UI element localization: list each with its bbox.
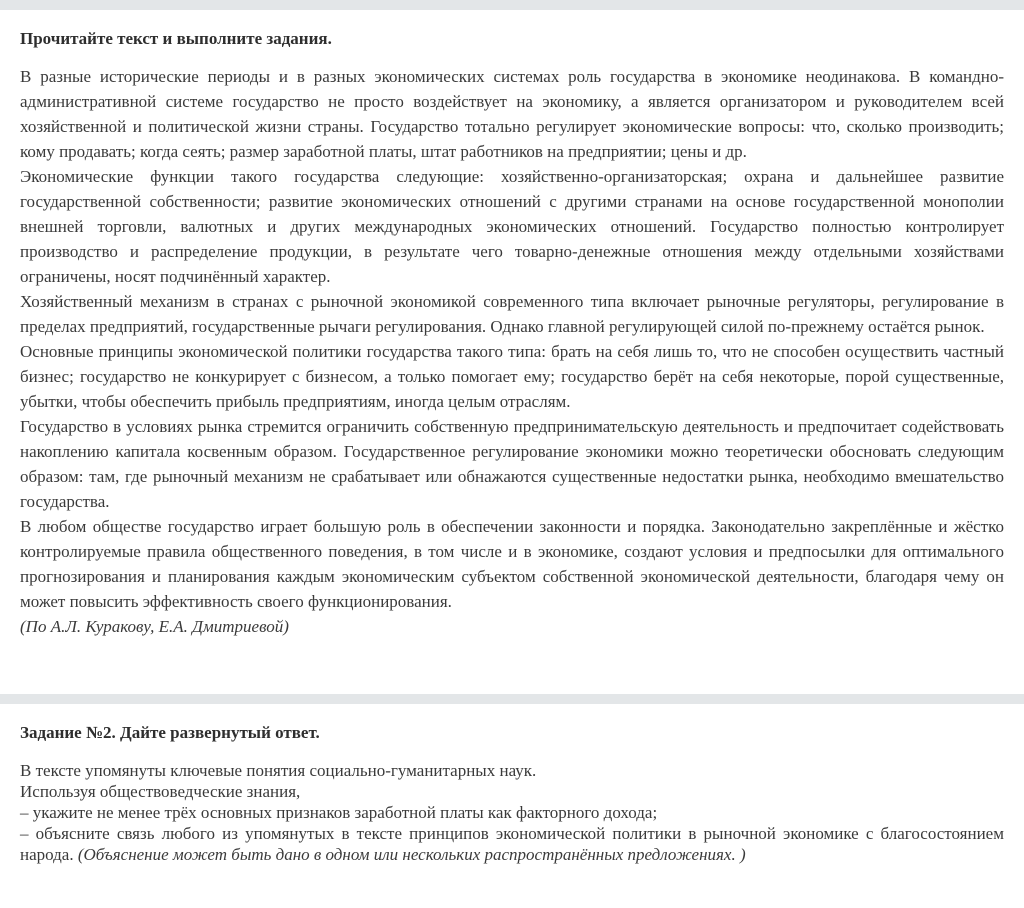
text-paragraph: Государство в условиях рынка стремится ограничить собственную предпринимательскую деятельность и предпочитает содействовать накоплению капитала косвенным образом. Государственное регулирование экономики можно теоретически обосновать следующим образом: там, где рыночный механизм не срабатывает или обнажаются существенные недостатки рынка, необходимо вмешательство государства. (20, 417, 1004, 511)
task-line: Используя обществоведческие знания, (20, 782, 301, 801)
reading-text-section (0, 10, 1024, 694)
top-divider (0, 0, 1024, 10)
task-bullet: – укажите не менее трёх основных признаков заработной платы как факторного дохода; (20, 803, 658, 822)
task-bullet-text: – объясните связь любого из упомянутых в тексте принципов экономической политики в рыночной экономике с благосостоянием народа. (20, 824, 1004, 864)
text-paragraph: В разные исторические периоды и в разных экономических системах роль государства в экономике неодинакова. В командно-административной системе государство не просто воздействует на экономику, а является организатором и руководителем всей хозяйственной и политической жизни страны. Государство тотально регулирует экономические вопросы: что, сколько производить; кому продавать; когда сеять; размер заработной платы, штат работников на предприятии; цены и др. (20, 67, 1004, 161)
task-title: Задание №2. Дайте развернутый ответ. (20, 723, 320, 742)
task-bullet (20, 823, 1004, 865)
text-paragraph: Хозяйственный механизм в странах с рыночной экономикой современного типа включает рыночные регуляторы, регулирование в пределах предприятий, государственные рычаги регулирования. Однако главной регулирующей силой по-прежнему остаётся рынок. (20, 292, 1004, 336)
section-divider (0, 694, 1024, 704)
text-paragraph: В любом обществе государство играет большую роль в обеспечении законности и порядка. Законодательно закреплённые и жёстко контролируемые правила общественного поведения, в том числе и в экономике, создают условия и предпосылки для оптимального прогнозирования и планирования каждым экономическим субъектом собственной экономической деятельности, благодаря чему он может повысить эффективность своего функционирования. (20, 517, 1004, 611)
text-source: (По А.Л. Куракову, Е.А. Дмитриевой) (20, 617, 289, 636)
task-note: (Объяснение может быть дано в одном или нескольких распространённых предложениях. ) (77, 845, 746, 864)
text-paragraph: Основные принципы экономической политики государства такого типа: брать на себя лишь то, что не способен осуществить частный бизнес; государство не конкурирует с бизнесом, а только помогает ему; государство берёт на себя некоторые, порой существенные, убытки, чтобы обеспечить прибыль предприятиям, иногда целым отраслям. (20, 342, 1004, 411)
task-line: В тексте упомянуты ключевые понятия социально-гуманитарных наук. (20, 761, 537, 780)
text-paragraph: Экономические функции такого государства следующие: хозяйственно-организаторская; охрана и дальнейшее развитие государственной собственности; развитие экономических отношений с другими странами на основе государственной монополии внешней торговли, валютных и других международных экономических отношений. Государство полностью контролирует производство и распределение продукции, в результате чего товарно-денежные отношения между отдельными хозяйствами ограничены, носят подчинённый характер. (20, 167, 1004, 286)
reading-instruction-title: Прочитайте текст и выполните задания. (20, 29, 332, 48)
task-section (0, 704, 1024, 865)
